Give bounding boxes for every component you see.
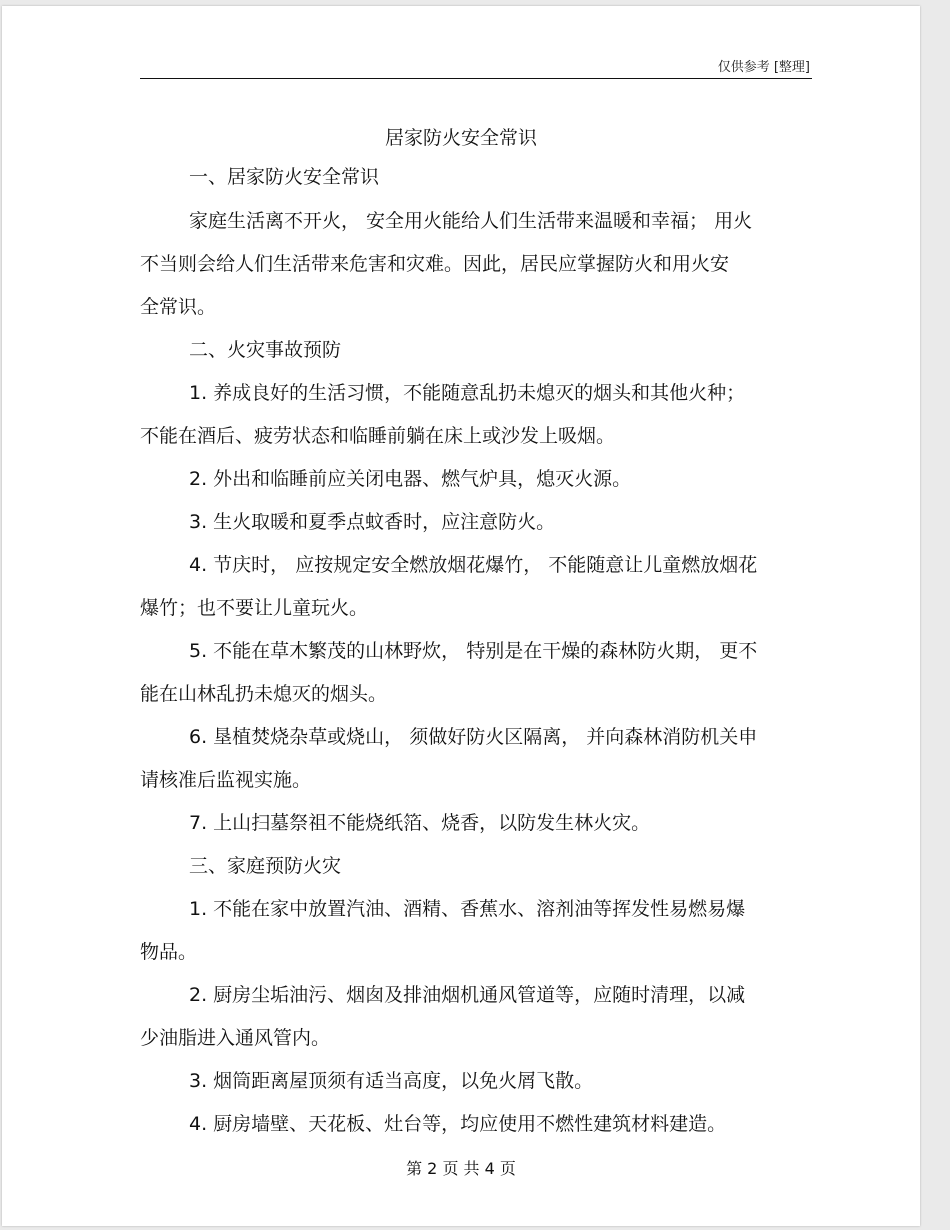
list-item-line: 4. 节庆时， 应按规定安全燃放烟花爆竹， 不能随意让儿童燃放烟花: [189, 554, 758, 576]
paragraph-line: 全常识。: [140, 296, 217, 318]
header-note: 仅供参考 [整理]: [717, 60, 810, 75]
section-heading: 二、火灾事故预防: [189, 339, 342, 361]
document-title: 居家防火安全常识: [384, 127, 537, 149]
list-item-line: 不能在酒后、疲劳状态和临睡前躺在床上或沙发上吸烟。: [140, 425, 616, 447]
list-item-line: 3. 生火取暖和夏季点蚊香时，应注意防火。: [189, 511, 556, 533]
list-item-line: 3. 烟筒距离屋顶须有适当高度，以免火屑飞散。: [189, 1070, 594, 1092]
paragraph-line: 家庭生活离不开火， 安全用火能给人们生活带来温暖和幸福； 用火: [189, 210, 753, 232]
list-item-line: 1. 不能在家中放置汽油、酒精、香蕉水、溶剂油等挥发性易燃易爆: [189, 898, 746, 920]
list-item-line: 2. 外出和临睡前应关闭电器、燃气炉具，熄灭火源。: [189, 468, 632, 490]
list-item-line: 4. 厨房墙壁、天花板、灶台等，均应使用不燃性建筑材料建造。: [189, 1113, 727, 1135]
list-item-line: 1. 养成良好的生活习惯，不能随意乱扔未熄灭的烟头和其他火种；: [189, 382, 746, 404]
list-item-line: 5. 不能在草木繁茂的山林野炊， 特别是在干燥的森林防火期， 更不: [189, 640, 758, 662]
list-item-line: 少油脂进入通风管内。: [140, 1027, 331, 1049]
list-item-line: 2. 厨房尘垢油污、烟囱及排油烟机通风管道等，应随时清理，以减: [189, 984, 746, 1006]
document-page: [2, 6, 920, 1226]
list-item-line: 6. 垦植焚烧杂草或烧山， 须做好防火区隔离， 并向森林消防机关申: [189, 726, 758, 748]
list-item-line: 7. 上山扫墓祭祖不能烧纸箔、烧香，以防发生林火灾。: [189, 812, 651, 834]
list-item-line: 能在山林乱扔未熄灭的烟头。: [140, 683, 388, 705]
section-heading: 一、居家防火安全常识: [189, 166, 380, 188]
list-item-line: 爆竹；也不要让儿童玩火。: [140, 597, 369, 619]
list-item-line: 物品。: [140, 941, 198, 963]
paragraph-line: 不当则会给人们生活带来危害和灾难。因此，居民应掌握防火和用火安: [140, 253, 730, 275]
section-heading: 三、家庭预防火灾: [189, 855, 342, 877]
page-number: 第 2 页 共 4 页: [406, 1159, 516, 1178]
list-item-line: 请核准后监视实施。: [140, 769, 312, 791]
header-divider: [140, 78, 812, 79]
